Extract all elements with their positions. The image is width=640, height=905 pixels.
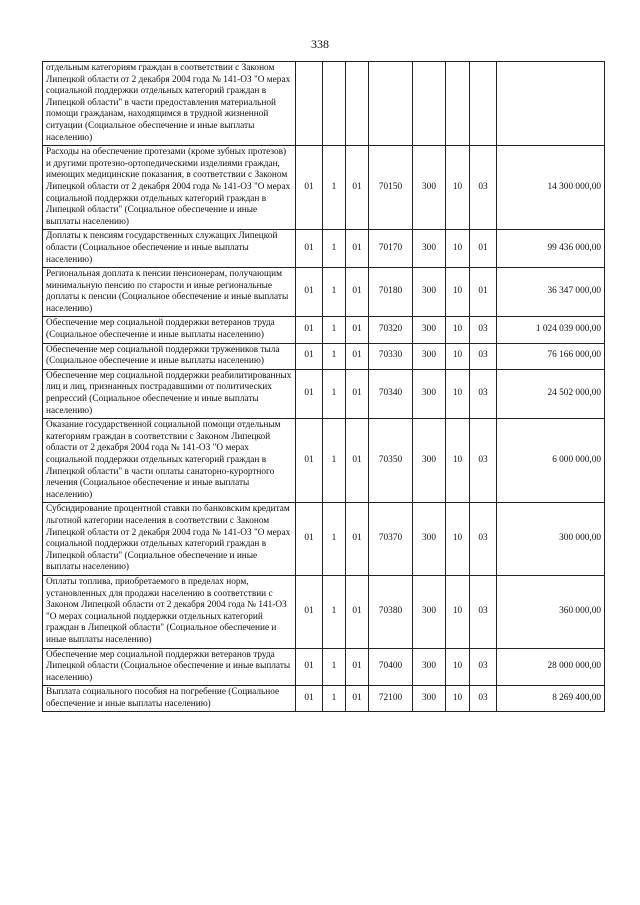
main-event-code-cell: 01	[346, 146, 369, 230]
table-row	[43, 146, 605, 230]
section-code-cell: 10	[446, 317, 470, 343]
expense-type-cell: 300	[413, 230, 446, 268]
subprogram-code-cell: 1	[323, 146, 346, 230]
row-description: Региональная доплата к пенсии пенсионерам, получающим минимальную пенсию по старости и иные региональные доплаты к пенсии (Социальное обеспечение и иные выплаты населению)	[43, 268, 296, 317]
amount-cell: 76 166 000,00	[497, 343, 605, 369]
subprogram-code-cell: 1	[323, 503, 346, 576]
row-description: Выплата социального пособия на погребение (Социальное обеспечение и иные выплаты населению)	[43, 686, 296, 712]
subprogram-code-cell: 1	[323, 686, 346, 712]
row-description: Субсидирование процентной ставки по банковским кредитам льготной категории населения в соответствии с Законом Липецкой области от 2 декабря 2004 года № 141-ОЗ "О мерах социальной поддержки отдельных категорий граждан в Липецкой области" (Социальное обеспечение и иные выплаты населению)	[43, 503, 296, 576]
main-event-code-cell: 01	[346, 686, 369, 712]
table-row	[43, 230, 605, 268]
main-event-code-cell: 01	[346, 575, 369, 648]
subsection-code-cell: 03	[470, 503, 497, 576]
program-code-cell: 01	[296, 503, 323, 576]
row-description: Оплаты топлива, приобретаемого в пределах норм, установленных для продажи населению в соответствии с Законом Липецкой области от 2 декабря 2004 года № 141-ОЗ "О мерах социальной поддержки отдельных категорий граждан в Липецкой области" (Социальное обеспечение и иные выплаты населению)	[43, 575, 296, 648]
table-row	[43, 369, 605, 418]
expense-type-cell: 300	[413, 268, 446, 317]
subprogram-code-cell: 1	[323, 369, 346, 418]
table-row	[43, 575, 605, 648]
direction-code-cell: 70330	[369, 343, 413, 369]
subprogram-code-cell: 1	[323, 230, 346, 268]
expense-type-cell	[413, 62, 446, 146]
section-code-cell: 10	[446, 146, 470, 230]
amount-cell: 6 000 000,00	[497, 419, 605, 503]
program-code-cell: 01	[296, 146, 323, 230]
main-event-code-cell: 01	[346, 343, 369, 369]
main-event-code-cell: 01	[346, 230, 369, 268]
table-row	[43, 268, 605, 317]
amount-cell: 8 269 400,00	[497, 686, 605, 712]
main-event-code-cell: 01	[346, 648, 369, 686]
expense-type-cell: 300	[413, 575, 446, 648]
section-code-cell: 10	[446, 575, 470, 648]
direction-code-cell: 70380	[369, 575, 413, 648]
subsection-code-cell: 03	[470, 648, 497, 686]
row-description: Расходы на обеспечение протезами (кроме зубных протезов) и другими протезно-ортопедическими изделиями граждан, имеющих медицинские показания, в соответствии с Законом Липецкой области от 2 декабря 2004 года № 141-ОЗ "О мерах социальной поддержки отдельных категорий граждан в Липецкой области" (Социальное обеспечение и иные выплаты населению)	[43, 146, 296, 230]
expense-type-cell: 300	[413, 419, 446, 503]
direction-code-cell	[369, 62, 413, 146]
main-event-code-cell: 01	[346, 503, 369, 576]
subsection-code-cell: 03	[470, 146, 497, 230]
amount-cell: 14 300 000,00	[497, 146, 605, 230]
section-code-cell: 10	[446, 648, 470, 686]
section-code-cell: 10	[446, 343, 470, 369]
direction-code-cell: 70320	[369, 317, 413, 343]
table-row	[43, 648, 605, 686]
main-event-code-cell: 01	[346, 317, 369, 343]
subsection-code-cell: 03	[470, 343, 497, 369]
amount-cell: 1 024 039 000,00	[497, 317, 605, 343]
table-row	[43, 419, 605, 503]
table-row	[43, 503, 605, 576]
direction-code-cell: 70350	[369, 419, 413, 503]
program-code-cell: 01	[296, 268, 323, 317]
program-code-cell	[296, 62, 323, 146]
expense-type-cell: 300	[413, 369, 446, 418]
row-description: отдельным категориям граждан в соответствии с Законом Липецкой области от 2 декабря 2004 года № 141-ОЗ "О мерах социальной поддержки отдельных категорий граждан в Липецкой области" в части предоставления материальной помощи гражданам, находящимся в трудной жизненной ситуации (Социальное обеспечение и иные выплаты населению)	[43, 62, 296, 146]
subprogram-code-cell: 1	[323, 648, 346, 686]
expense-type-cell: 300	[413, 686, 446, 712]
section-code-cell: 10	[446, 686, 470, 712]
subprogram-code-cell: 1	[323, 268, 346, 317]
main-event-code-cell: 01	[346, 369, 369, 418]
subsection-code-cell: 03	[470, 369, 497, 418]
program-code-cell: 01	[296, 419, 323, 503]
table-row	[43, 343, 605, 369]
amount-cell: 300 000,00	[497, 503, 605, 576]
direction-code-cell: 70180	[369, 268, 413, 317]
amount-cell: 24 502 000,00	[497, 369, 605, 418]
subsection-code-cell	[470, 62, 497, 146]
program-code-cell: 01	[296, 317, 323, 343]
main-event-code-cell: 01	[346, 419, 369, 503]
table-row	[43, 686, 605, 712]
expense-type-cell: 300	[413, 146, 446, 230]
row-description: Обеспечение мер социальной поддержки реабилитированных лиц и лиц, признанных пострадавшими от политических репрессий (Социальное обеспечение и иные выплаты населению)	[43, 369, 296, 418]
program-code-cell: 01	[296, 648, 323, 686]
section-code-cell: 10	[446, 230, 470, 268]
subsection-code-cell: 03	[470, 419, 497, 503]
program-code-cell: 01	[296, 369, 323, 418]
subprogram-code-cell: 1	[323, 317, 346, 343]
subprogram-code-cell: 1	[323, 343, 346, 369]
expense-type-cell: 300	[413, 503, 446, 576]
subprogram-code-cell	[323, 62, 346, 146]
expense-type-cell: 300	[413, 648, 446, 686]
subsection-code-cell: 01	[470, 268, 497, 317]
subsection-code-cell: 03	[470, 686, 497, 712]
budget-table	[42, 61, 605, 712]
expense-type-cell: 300	[413, 343, 446, 369]
row-description: Обеспечение мер социальной поддержки ветеранов труда Липецкой области (Социальное обеспечение и иные выплаты населению)	[43, 648, 296, 686]
section-code-cell: 10	[446, 268, 470, 317]
main-event-code-cell: 01	[346, 268, 369, 317]
amount-cell: 99 436 000,00	[497, 230, 605, 268]
amount-cell: 360 000,00	[497, 575, 605, 648]
direction-code-cell: 70170	[369, 230, 413, 268]
subprogram-code-cell: 1	[323, 419, 346, 503]
direction-code-cell: 72100	[369, 686, 413, 712]
section-code-cell: 10	[446, 503, 470, 576]
row-description: Обеспечение мер социальной поддержки тружеников тыла (Социальное обеспечение и иные выплаты населению)	[43, 343, 296, 369]
direction-code-cell: 70340	[369, 369, 413, 418]
subsection-code-cell: 01	[470, 230, 497, 268]
table-row	[43, 62, 605, 146]
amount-cell: 36 347 000,00	[497, 268, 605, 317]
amount-cell: 28 000 000,00	[497, 648, 605, 686]
section-code-cell	[446, 62, 470, 146]
direction-code-cell: 70400	[369, 648, 413, 686]
page-number: 338	[311, 37, 329, 51]
amount-cell	[497, 62, 605, 146]
row-description: Обеспечение мер социальной поддержки ветеранов труда (Социальное обеспечение и иные выплаты населению)	[43, 317, 296, 343]
row-description: Доплаты к пенсиям государственных служащих Липецкой области (Социальное обеспечение и иные выплаты населению)	[43, 230, 296, 268]
expense-type-cell: 300	[413, 317, 446, 343]
program-code-cell: 01	[296, 575, 323, 648]
main-event-code-cell	[346, 62, 369, 146]
subsection-code-cell: 03	[470, 575, 497, 648]
section-code-cell: 10	[446, 419, 470, 503]
direction-code-cell: 70370	[369, 503, 413, 576]
row-description: Оказание государственной социальной помощи отдельным категориям граждан в соответствии с Законом Липецкой области от 2 декабря 2004 года № 141-ОЗ "О мерах социальной поддержки отдельных категорий граждан в Липецкой области" в части оплаты санаторно-курортного лечения (Социальное обеспечение и иные выплаты населению)	[43, 419, 296, 503]
direction-code-cell: 70150	[369, 146, 413, 230]
program-code-cell: 01	[296, 343, 323, 369]
subsection-code-cell: 03	[470, 317, 497, 343]
subprogram-code-cell: 1	[323, 575, 346, 648]
table-row	[43, 317, 605, 343]
program-code-cell: 01	[296, 230, 323, 268]
section-code-cell: 10	[446, 369, 470, 418]
program-code-cell: 01	[296, 686, 323, 712]
